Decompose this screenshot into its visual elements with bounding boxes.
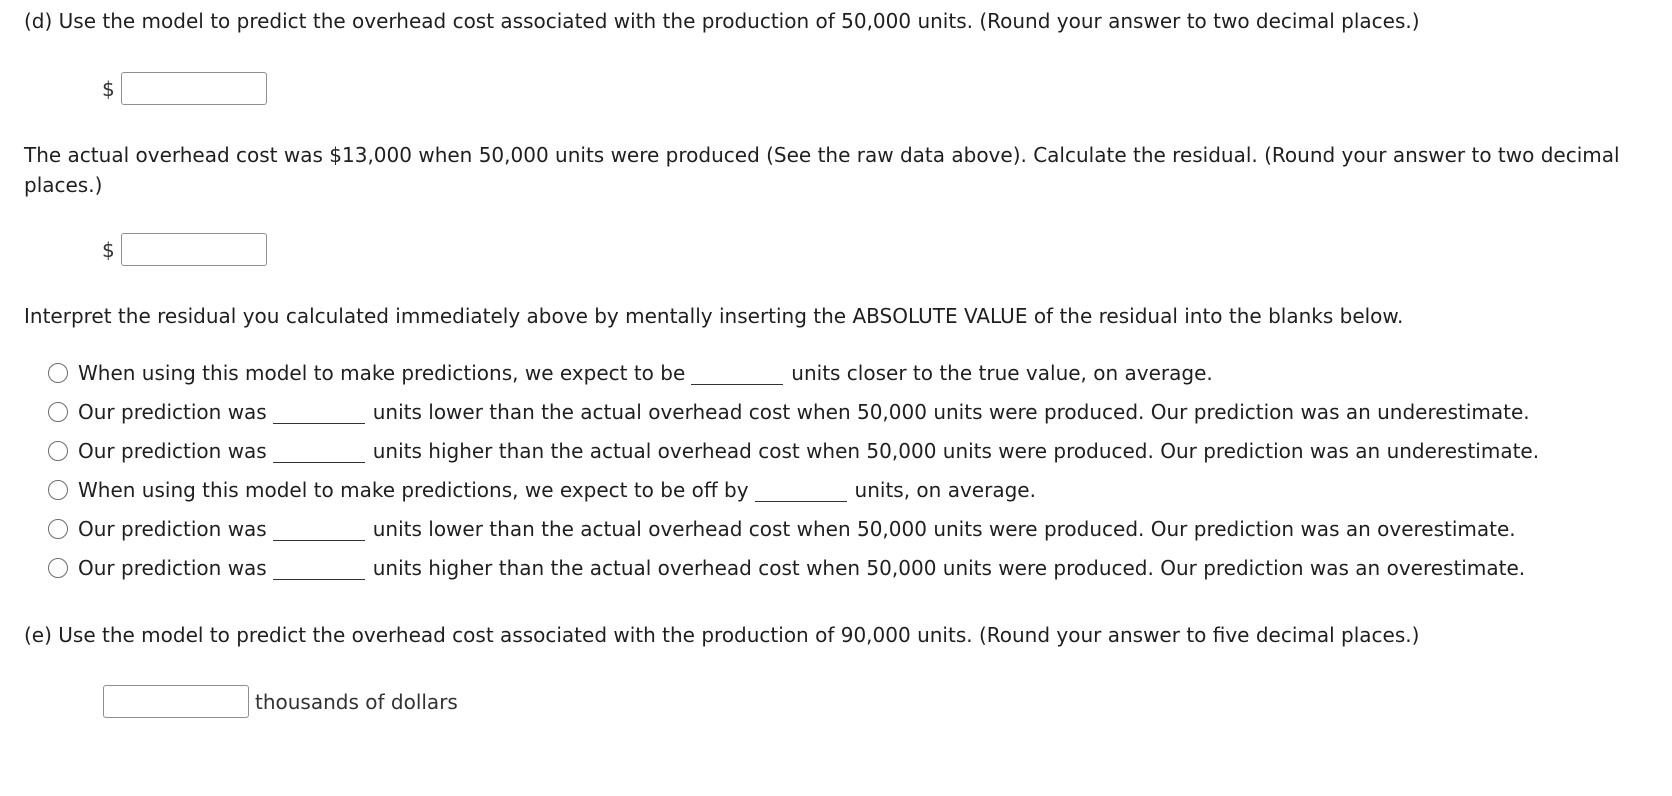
part-d-answer-input[interactable] — [121, 72, 267, 105]
radio-button[interactable] — [48, 480, 68, 500]
blank-line — [273, 522, 365, 541]
dollar-sign: $ — [102, 76, 115, 101]
radio-button[interactable] — [48, 519, 68, 539]
option-text-before: When using this model to make predictions, we expect to be — [78, 361, 686, 385]
part-d-question: (d) Use the model to predict the overhead cost associated with the production of 50,000 units. (Round your answer to two decimal places.) — [24, 9, 1420, 33]
option-text-after: units higher than the actual overhead cost when 50,000 units were produced. Our prediction was an overestimate. — [372, 556, 1526, 580]
interpret-option-5[interactable] — [48, 514, 1516, 544]
part-e-question: (e) Use the model to predict the overhead cost associated with the production of 90,000 units. (Round your answer to five decimal places.) — [24, 623, 1420, 647]
interpret-option-3[interactable] — [48, 436, 1539, 466]
option-text-after: units closer to the true value, on average. — [791, 361, 1213, 385]
part-d-answer-row — [102, 72, 267, 105]
residual-answer-input[interactable] — [121, 233, 267, 266]
dollar-sign: $ — [102, 237, 115, 262]
option-text-after: units higher than the actual overhead cost when 50,000 units were produced. Our prediction was an underestimate. — [372, 439, 1540, 463]
interpret-option-6[interactable] — [48, 553, 1525, 583]
interpret-option-2[interactable] — [48, 397, 1530, 427]
option-text-before: When using this model to make predictions, we expect to be off by — [78, 478, 749, 502]
option-text-before: Our prediction was — [78, 556, 267, 580]
residual-question: The actual overhead cost was $13,000 when 50,000 units were produced (See the raw data above). Calculate the residual. (Round your answer to two decimal places.) — [24, 143, 1620, 197]
option-text-after: units, on average. — [854, 478, 1036, 502]
option-text-after: units lower than the actual overhead cost when 50,000 units were produced. Our prediction was an overestimate. — [372, 517, 1516, 541]
part-e-answer-input[interactable] — [103, 685, 249, 718]
interpret-option-4[interactable] — [48, 475, 1036, 505]
blank-line — [273, 561, 365, 580]
interpret-question: Interpret the residual you calculated immediately above by mentally inserting the ABSOLUTE VALUE of the residual into the blanks below. — [24, 304, 1404, 328]
option-text-before: Our prediction was — [78, 439, 267, 463]
blank-line — [273, 444, 365, 463]
radio-button[interactable] — [48, 441, 68, 461]
part-e-answer-row — [103, 685, 458, 718]
residual-answer-row — [102, 233, 267, 266]
blank-line — [755, 483, 847, 502]
blank-line — [691, 366, 783, 385]
radio-button[interactable] — [48, 402, 68, 422]
radio-button[interactable] — [48, 363, 68, 383]
unit-label: thousands of dollars — [255, 689, 458, 714]
interpret-option-1[interactable] — [48, 358, 1213, 388]
option-text-before: Our prediction was — [78, 517, 267, 541]
blank-line — [273, 405, 365, 424]
radio-button[interactable] — [48, 558, 68, 578]
option-text-after: units lower than the actual overhead cost when 50,000 units were produced. Our prediction was an underestimate. — [372, 400, 1530, 424]
option-text-before: Our prediction was — [78, 400, 267, 424]
